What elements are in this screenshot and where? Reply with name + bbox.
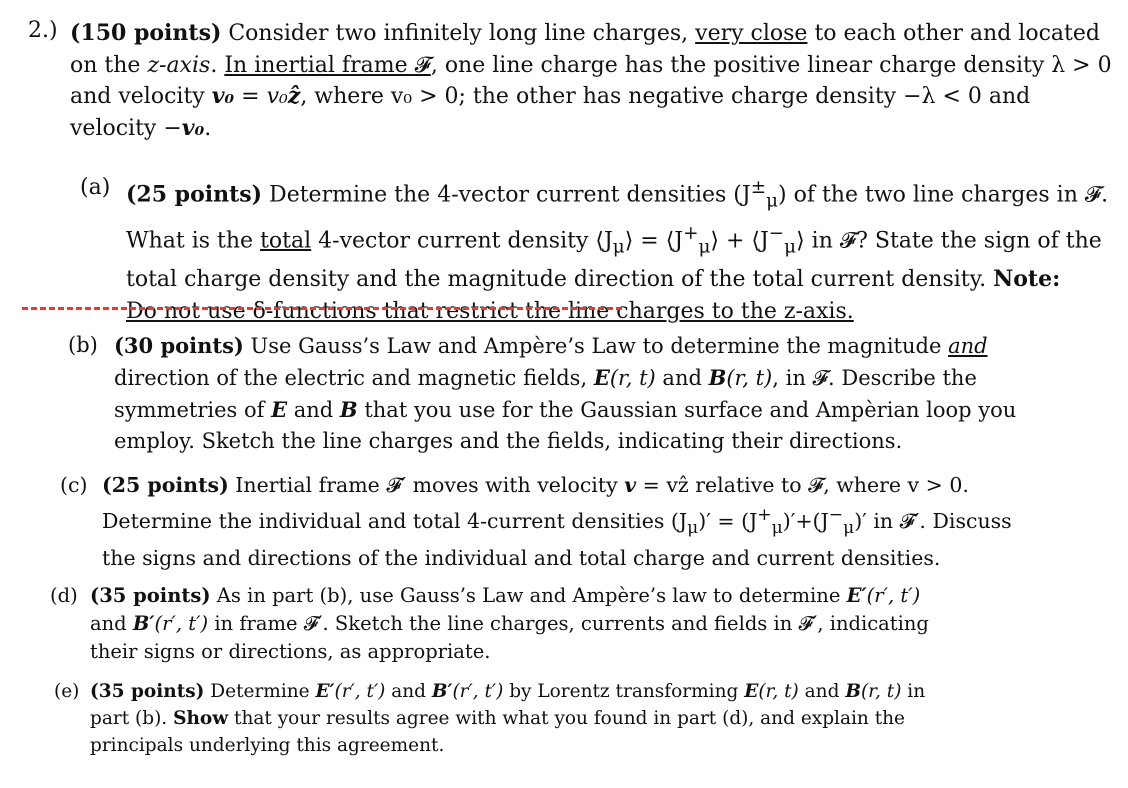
part-c-t4: )′+(J <box>782 508 829 533</box>
part-a-sup-p: + <box>683 222 699 244</box>
part-c-t2: = vẑ relative to 𝓕, where v > 0. Determine the individual and total 4-current densities (J <box>102 473 969 533</box>
part-e-rt2: (r′, t′) <box>452 681 504 702</box>
red-dashed-mark <box>22 307 622 310</box>
part-a-label: (a) <box>80 175 111 200</box>
part-c-t3: )′ = (J <box>698 508 758 533</box>
part-a-sub: μ <box>766 190 778 212</box>
z-axis-term: z-axis <box>147 52 211 78</box>
part-e-points: (35 points) <box>90 681 205 702</box>
intro-text-2: to each other and located on the <box>70 21 1100 78</box>
part-b-t3: and <box>655 366 709 390</box>
part-e-text <box>90 678 930 759</box>
part-b-t6: that you use for the Gaussian surface and Ampèrian loop you employ. Sketch the line charges and the fields, indicating their directions. <box>114 398 1017 453</box>
intro-text-3: . <box>210 52 225 78</box>
part-d-label: (d) <box>50 584 78 607</box>
part-b-t5: and <box>287 398 340 422</box>
part-e-rt3: (r, t) <box>758 681 799 702</box>
intro-text-7: . <box>204 115 212 141</box>
part-d-t3: in frame 𝓕′. Sketch the line charges, currents and fields in 𝓕′, indicating their signs or directions, as appropriate. <box>90 612 929 663</box>
part-e-B: B′ <box>431 681 453 702</box>
part-a-t1: Determine the 4-vector current densities (J <box>262 182 751 208</box>
part-b-and: and <box>948 334 988 358</box>
part-d-rt2: (r′, t′) <box>154 612 209 635</box>
part-b-points: (30 points) <box>114 333 244 358</box>
velocity-vector: v₀ <box>211 83 235 109</box>
part-a-sub4: μ <box>784 236 797 258</box>
problem-points: (150 points) <box>70 20 222 46</box>
part-e-rt4: (r, t) <box>860 681 902 702</box>
part-b-rt2: (r, t) <box>726 366 773 390</box>
part-c-sub2: μ <box>771 517 783 538</box>
part-b-B2: B <box>339 397 358 422</box>
part-b-E2: E <box>271 397 288 422</box>
part-a-text <box>126 172 1120 328</box>
part-c-t5: )′ in 𝓕′. Discuss the signs and directions of the individual and total charge and current densities. <box>102 508 1012 570</box>
part-b-t2: direction of the electric and magnetic fields, <box>114 366 594 390</box>
part-e-t1: Determine <box>204 681 316 702</box>
part-d-points: (35 points) <box>90 584 211 607</box>
part-d-rt: (r′, t′) <box>866 584 921 607</box>
part-d-t1: As in part (b), use Gauss’s Law and Ampère’s law to determine <box>210 584 847 607</box>
part-c-sub3: μ <box>843 517 855 538</box>
part-c-points: (25 points) <box>102 473 229 497</box>
part-d-E: E′ <box>846 584 867 607</box>
part-e-B2: B <box>845 681 861 702</box>
velocity-vector-neg: v₀ <box>181 114 205 141</box>
intro-text-1: Consider two infinitely long line charges, <box>221 21 696 46</box>
part-a-total: total <box>260 228 312 254</box>
part-d-text <box>90 582 960 666</box>
intro-text-5: = <box>234 84 267 109</box>
part-a-note: Note: <box>993 266 1061 293</box>
part-a-sub3: μ <box>698 236 711 258</box>
part-a-t6: ⟩ in 𝓕? State the sign of the total charge density and the magnitude direction of the total current density. <box>126 228 1102 293</box>
part-c-sup-m: − <box>828 505 844 525</box>
very-close-underlined: very close <box>695 21 808 46</box>
part-b-label: (b) <box>68 333 98 357</box>
problem-intro <box>70 18 1118 144</box>
part-c-label: (c) <box>60 473 88 497</box>
part-b-t4: , in 𝓕. Describe the symmetries of <box>114 366 977 422</box>
part-d-t2: and <box>90 612 133 635</box>
part-c-text <box>102 470 1032 573</box>
part-e-E: E′ <box>315 681 335 702</box>
part-c-v: v <box>624 473 637 497</box>
inertial-frame-underlined: In inertial frame 𝓕 <box>224 52 431 78</box>
part-a-sup: ± <box>750 177 767 198</box>
part-a-t2: ) of the two line charges in 𝓕. What is the <box>126 182 1109 254</box>
part-d-B: B′ <box>132 612 155 635</box>
part-b-rt: (r, t) <box>609 366 656 390</box>
part-a-t5: ⟩ + ⟨J <box>710 228 769 254</box>
part-a-underlined: Do not use δ-functions that restrict the line charges to the z-axis. <box>126 299 854 325</box>
part-e-t4: and <box>798 681 846 702</box>
part-b-E: E <box>593 365 610 390</box>
part-e-E2: E <box>744 681 759 702</box>
part-c-t1: Inertial frame 𝓕′ moves with velocity <box>228 473 625 497</box>
part-a-t3: 4-vector current density ⟨J <box>311 228 613 254</box>
part-b-B: B <box>708 365 727 390</box>
part-a-points: (25 points) <box>126 181 263 208</box>
part-e-t5: in part (b). <box>90 681 926 729</box>
part-e-t2: and <box>385 681 432 702</box>
part-c-sub: μ <box>687 517 699 538</box>
velocity-scalar: v₀ <box>266 84 288 109</box>
intro-text-4: , one line charge has the positive linear charge density λ > 0 and velocity <box>70 52 1112 109</box>
part-c-sup-p: + <box>757 505 772 525</box>
part-e-label: (e) <box>54 681 80 702</box>
intro-text-6: , where v₀ > 0; the other has negative charge density −λ < 0 and velocity − <box>70 84 1031 141</box>
part-e-show: Show <box>173 708 229 729</box>
part-a-sup-m: − <box>768 222 785 244</box>
part-e-t6: that your results agree with what you found in part (d), and explain the principals underlying this agreement. <box>90 708 906 756</box>
part-e-rt: (r′, t′) <box>334 681 386 702</box>
part-a-t4: ⟩ = ⟨J <box>624 228 684 254</box>
part-b-text <box>114 330 1072 457</box>
problem-number: 2.) <box>28 18 58 43</box>
part-a-sub2: μ <box>612 236 625 258</box>
part-e-t3: by Lorentz transforming <box>503 681 745 702</box>
z-hat: ẑ <box>287 83 301 109</box>
part-b-t1: Use Gauss’s Law and Ampère’s Law to determine the magnitude <box>243 334 949 358</box>
